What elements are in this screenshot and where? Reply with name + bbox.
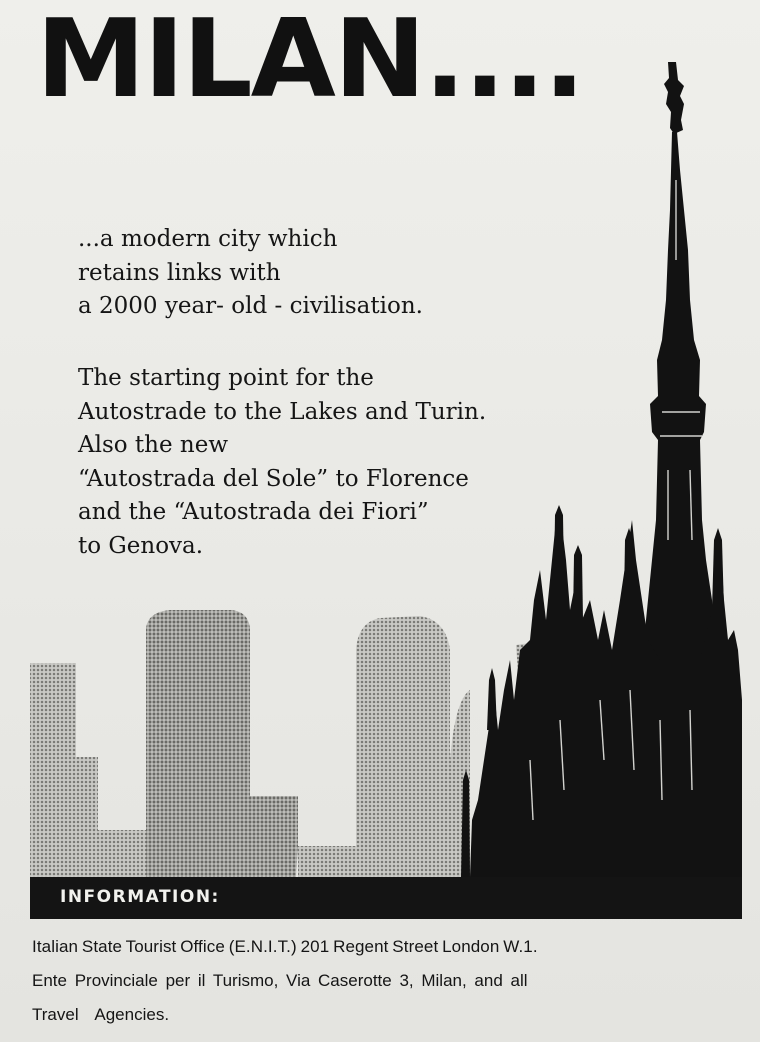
intro-line: retains links with [78, 259, 281, 286]
low-building [30, 663, 146, 877]
cathedral-spire-icon [461, 62, 742, 877]
information-line: Travel Agencies. [32, 1005, 170, 1024]
pinnacle [712, 528, 724, 610]
information-line: Italian State Tourist Office (E.N.I.T.) 201 Regent Street London W.1. [32, 937, 538, 956]
information-text [32, 930, 744, 1032]
routes-line: “Autostrada del Sole” to Florence [78, 465, 469, 492]
round-tower [298, 616, 470, 877]
routes-line: to Genova. [78, 532, 204, 559]
tall-tower [146, 610, 298, 877]
madonnina-statue [664, 62, 684, 134]
information-line: Ente Provinciale per il Turismo, Via Caserotte 3, Milan, and all [32, 971, 528, 990]
pinnacle [573, 545, 583, 620]
headline: MILAN.... [36, 0, 584, 122]
pinnacle [554, 505, 564, 580]
pinnacle [487, 668, 497, 730]
routes-line: Also the new [78, 432, 229, 458]
pinnacle [624, 528, 634, 600]
intro-line: a 2000 year- old - civilisation. [78, 293, 423, 319]
information-label: INFORMATION: [60, 887, 220, 907]
information-bar [30, 877, 742, 919]
modern-buildings [30, 610, 538, 877]
routes-line: The starting point for the [78, 365, 374, 391]
routes-line: Autostrade to the Lakes and Turin. [78, 398, 487, 425]
intro-line: ...a modern city which [78, 226, 338, 252]
routes-line: and the “Autostrada dei Fiori” [78, 499, 429, 525]
main-spire [640, 132, 718, 700]
